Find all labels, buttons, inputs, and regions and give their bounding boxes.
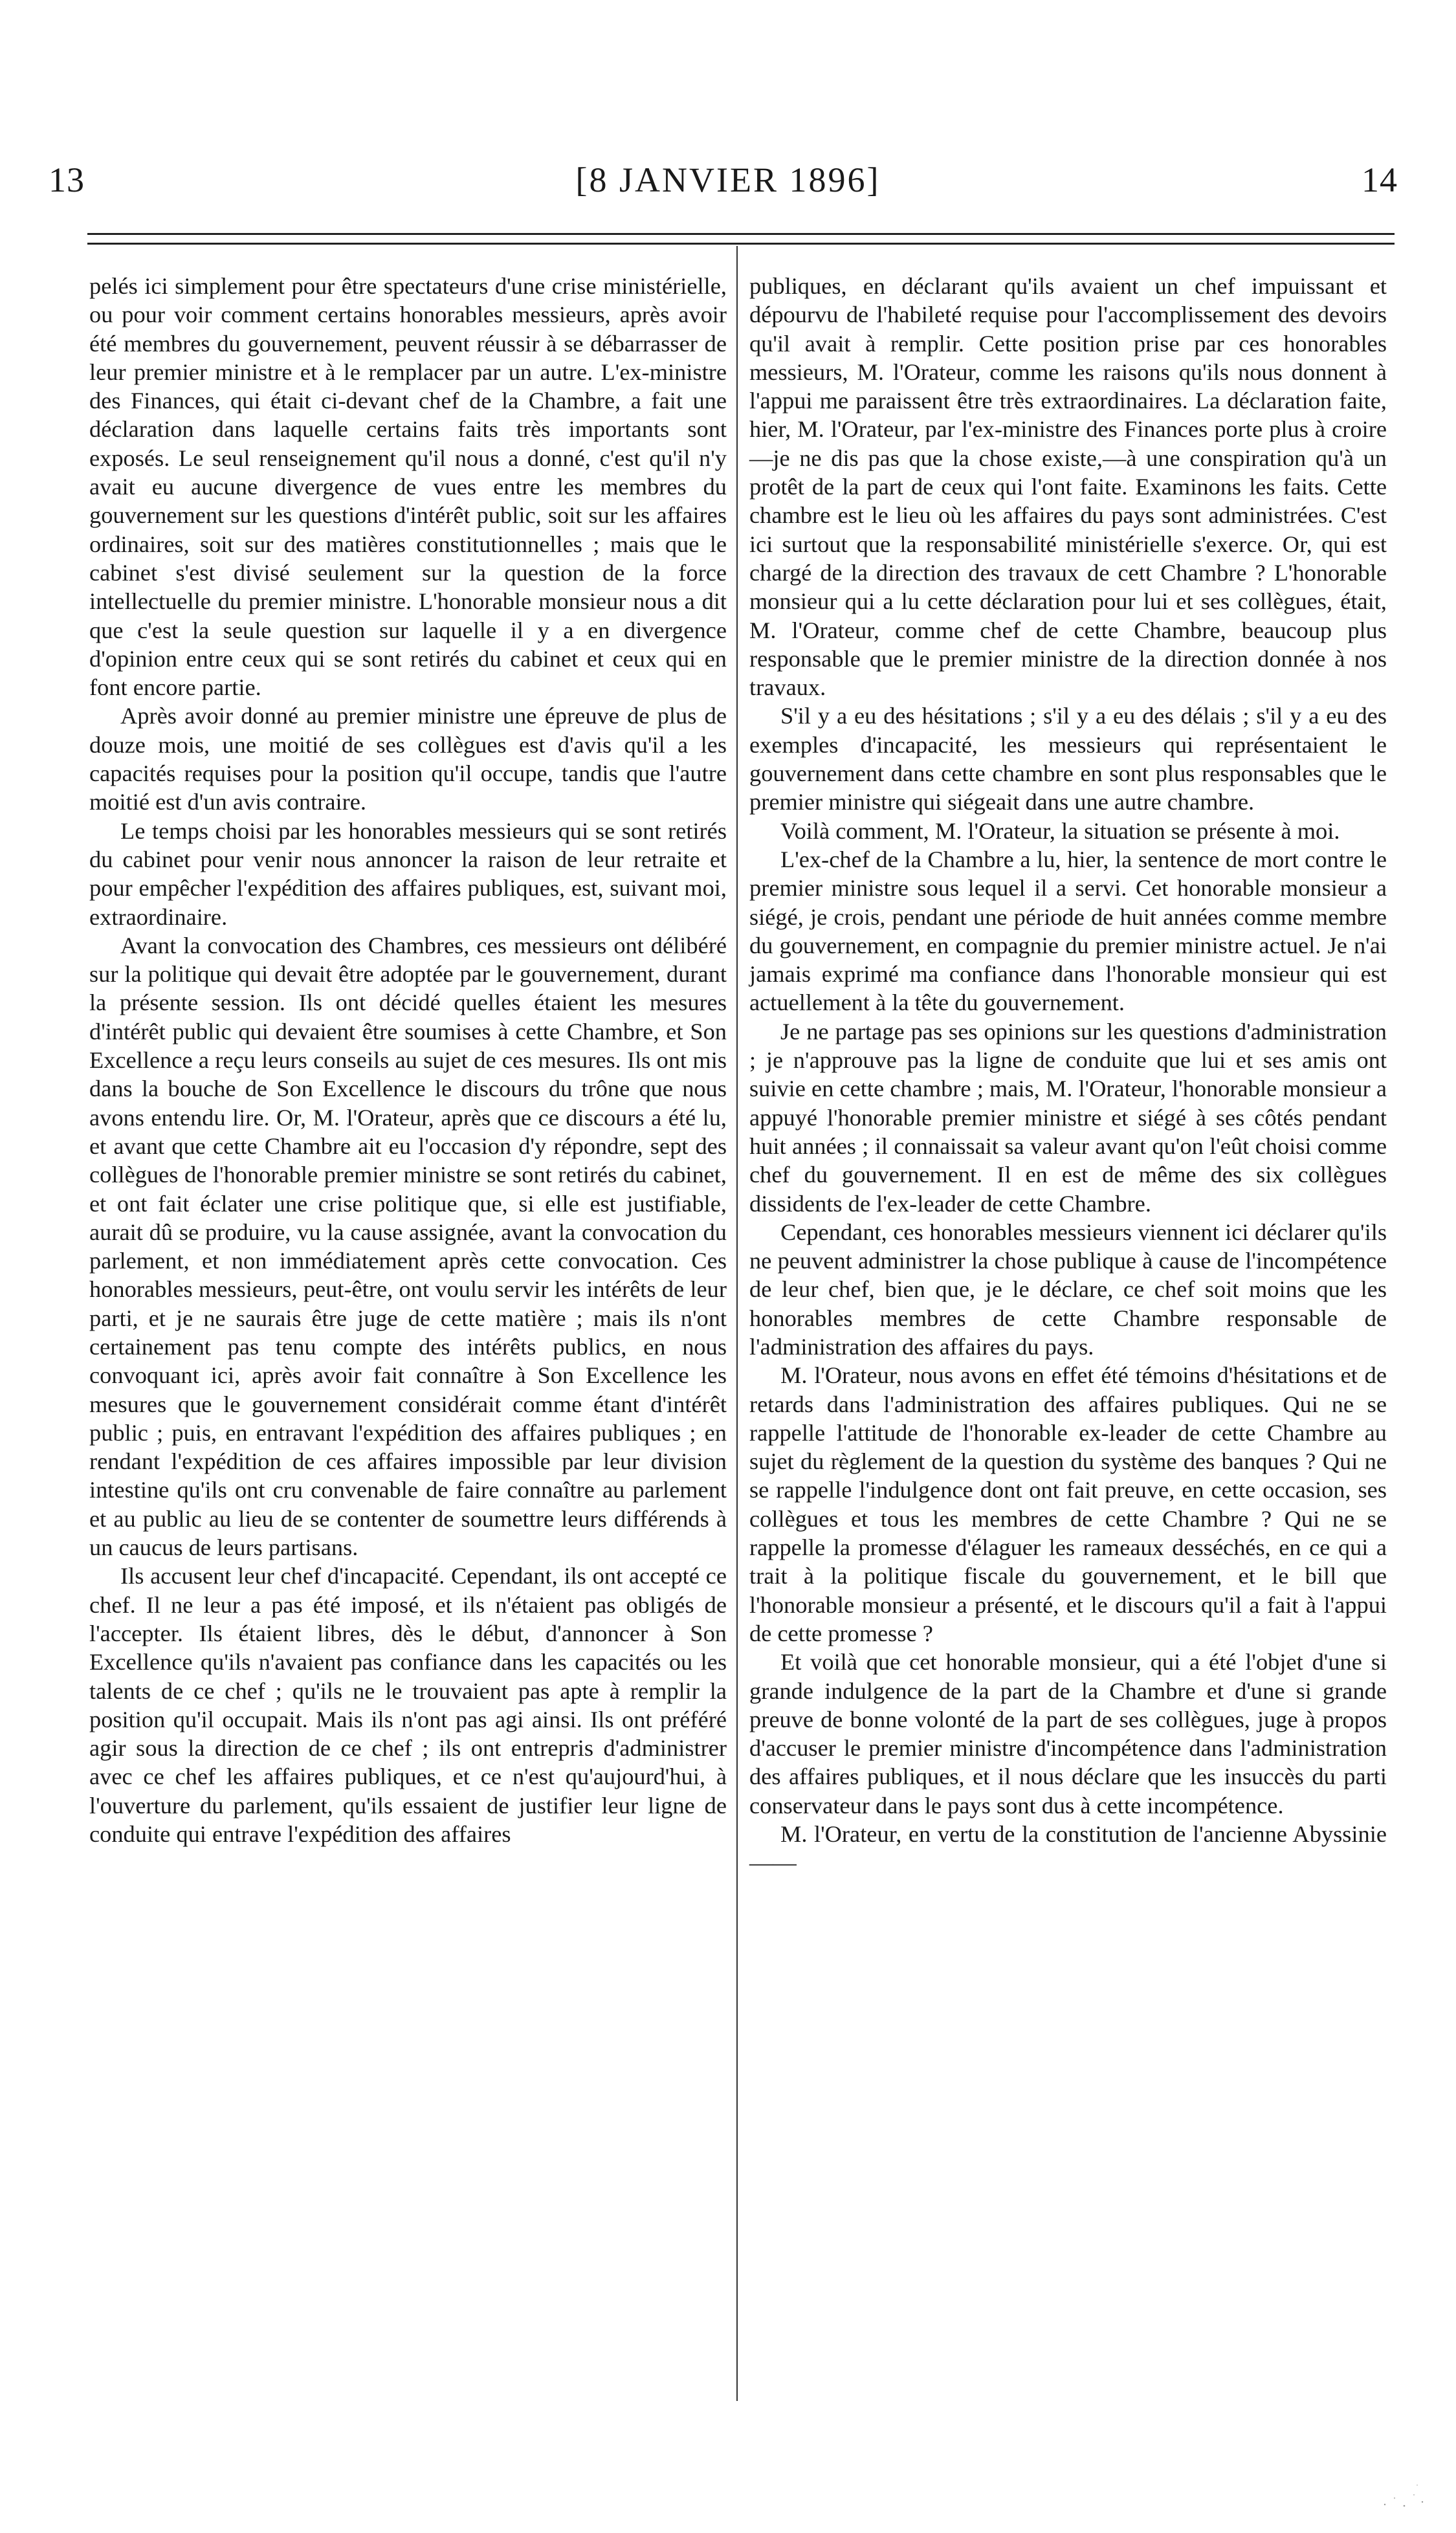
paragraph: Le temps choisi par les honorables messieurs qui se sont retirés du cabinet pour venir nous annoncer la raison de leur retraite et pour empêcher l'expédition des affaires publiques, est, suivant moi, extraordinaire. <box>89 817 727 930</box>
paragraph: M. l'Orateur, nous avons en effet été témoins d'hésitations et de retards dans l'administration des affaires publiques. Qui ne se rappelle l'attitude de l'honorable ex-leader de cette Chambre au sujet du règlement de la question du système des banques ? Qui ne se rappelle l'indulgence dont ont fait preuve, en cette occasion, ses collègues et tous les membres de cette Chambre ? Qui ne se rappelle la promesse d'élaguer les rameaux desséchés, en ce qui a trait à la politique fiscale du gouvernement, et le bill que l'honorable monsieur a présenté, et le discours qu'il a fait à l'appui de cette promesse ? <box>749 1362 1387 1646</box>
column-divider <box>736 246 738 2401</box>
paragraph: publiques, en déclarant qu'ils avaient un chef impuissant et dépourvu de l'habileté requise pour l'accomplissement des devoirs qu'il avait à remplir. Cette position prise par ces honorables messieurs, M. l'Orateur, comme les raisons qu'ils nous donnent à l'appui me paraissent être très extraordinaires. La déclaration faite, hier, M. l'Orateur, par l'ex-ministre des Finances porte plus à croire—je ne dis pas que la chose existe,—à une conspiration qu'à un protêt de la part de ceux qui l'ont faite. Examinons les faits. Cette chambre est le lieu où les affaires du pays sont administrées. C'est ici surtout que la responsabilité ministérielle s'exerce. Or, qui est chargé de la direction des travaux de cett Chambre ? L'honorable monsieur qui a lu cette déclaration pour lui et ses collègues, était, M. l'Orateur, comme chef de cette Chambre, beaucoup plus responsable que le premier ministre de la direction donnée à nos travaux. <box>749 273 1387 701</box>
paragraph: pelés ici simplement pour être spectateurs d'une crise ministérielle, ou pour voir comment certains honorables messieurs, après avoir été membres du gouvernement, peuvent réussir à se débarrasser de leur premier ministre et à le remplacer par un autre. L'ex-ministre des Finances, qui était ci-devant chef de la Chambre, a fait une déclaration dans laquelle certains faits très importants sont exposés. Le seul renseignement qu'il nous a donné, c'est qu'il n'y avait eu aucune divergence de vues entre les membres du gouvernement sur les questions d'intérêt public, soit sur les affaires ordinaires, soit sur des matières constitutionnelles ; mais que le cabinet s'est divisé seulement sur la question de la force intellectuelle du premier ministre. L'honorable monsieur nous a dit que c'est la seule question sur laquelle il y a en divergence d'opinion entre ceux qui se sont retirés du cabinet et ceux qui en font encore partie. <box>89 273 727 701</box>
paragraph: Ils accusent leur chef d'incapacité. Cependant, ils ont accepté ce chef. Il ne leur a pas été imposé, et ils n'étaient pas obligés de l'accepter. Ils étaient libres, dès le début, d'annoncer à Son Excellence qu'ils n'avaient pas confiance dans les capacités ou les talents de ce chef ; qu'ils ne le trouvaient pas apte à remplir la position qu'il occupait. Mais ils n'ont pas agi ainsi. Ils ont préféré agir sous la direction de ce chef ; ils ont entrepris d'administrer avec ce chef les affaires publiques, et ce n'est qu'aujourd'hui, à l'ouverture du parlement, qu'ils essaient de justifier leur ligne de conduite qui entrave l'expédition des affaires <box>89 1563 727 1848</box>
paragraph: Cependant, ces honorables messieurs viennent ici déclarer qu'ils ne peuvent administrer la chose publique à cause de l'incompétence de leur chef, bien que, je le déclare, ce chef soit moins que les honorables membres de cette Chambre responsable de l'administration des affaires du pays. <box>749 1219 1387 1360</box>
paragraph: M. l'Orateur, en vertu de la constitution de l'ancienne Abyssinie—— <box>749 1821 1387 1876</box>
paragraph: Avant la convocation des Chambres, ces messieurs ont délibéré sur la politique qui devait être adoptée par le gouvernement, durant la présente session. Ils ont décidé quelles étaient les mesures d'intérêt public qui devaient être soumises à cette Chambre, et Son Excellence a reçu leurs conseils au sujet de ces mesures. Ils ont mis dans la bouche de Son Excellence le discours du trône que nous avons entendu lire. Or, M. l'Orateur, après que ce discours a été lu, et avant que cette Chambre ait eu l'occasion d'y répondre, sept des collègues de l'honorable premier ministre se sont retirés du cabinet, et ont fait éclater une crise politique que, si elle est justifiable, aurait dû se produire, vu la cause assignée, avant la convocation du parlement, et non immédiatement après cette convocation. Ces honorables messieurs, peut-être, ont voulu servir les intérêts de leur parti, et je ne saurais être juge de cette matière ; mais ils n'ont certainement pas tenu compte des intérêts publics, en nous convoquant ici, après avoir fait connaître à Son Excellence les mesures que le gouvernement considérait comme étant d'intérêt public ; puis, en entravant l'expédition des affaires publiques ; en rendant l'expédition de ces affaires impossible par leur division intestine qu'ils ont cru convenable de faire connaître au parlement et au public au lieu de se contenter de soumettre leurs différends à un caucus de leurs partisans. <box>89 932 727 1561</box>
paragraph: Après avoir donné au premier ministre une épreuve de plus de douze mois, une moitié de ses collègues est d'avis qu'il a les capacités requises pour la position qu'il occupe, tandis que l'autre moitié est d'un avis contraire. <box>89 703 727 815</box>
left-page-number: 13 <box>49 160 85 199</box>
header-rule-bottom <box>87 243 1395 245</box>
left-column <box>89 272 727 1848</box>
header-rule-top <box>87 233 1395 235</box>
paragraph: Je ne partage pas ses opinions sur les questions d'administration ; je n'approuve pas la ligne de conduite que lui et ses amis ont suivie en cette chambre ; mais, M. l'Orateur, l'honorable monsieur a appuyé l'honorable premier ministre et siégé à ses côtés pendant huit années ; il connaissait sa valeur avant qu'on l'eût choisi comme chef du gouvernement. Il en est de même des six collègues dissidents de l'ex-leader de cette Chambre. <box>749 1018 1387 1217</box>
right-page-number: 14 <box>1362 160 1398 199</box>
right-column <box>749 272 1387 1877</box>
page-date-header: [8 JANVIER 1896] <box>575 160 881 199</box>
paragraph: S'il y a eu des hésitations ; s'il y a eu des délais ; s'il y a eu des exemples d'incapacité, les messieurs qui représentaient le gouvernement dans cette chambre en sont plus responsables que le premier ministre qui siégeait dans une autre chambre. <box>749 703 1387 815</box>
paragraph: L'ex-chef de la Chambre a lu, hier, la sentence de mort contre le premier ministre sous lequel il a servi. Cet honorable monsieur a siégé, je crois, pendant une période de huit années comme membre du gouvernement, en compagnie du premier ministre actuel. Je n'ai jamais exprimé ma confiance dans l'honorable monsieur qui est actuellement à la tête du gouvernement. <box>749 846 1387 1016</box>
paragraph: Voilà comment, M. l'Orateur, la situation se présente à moi. <box>780 817 1340 844</box>
paragraph: Et voilà que cet honorable monsieur, qui a été l'objet d'une si grande indulgence de la part de la Chambre et d'une si grande preuve de bonne volonté de la part de ses collègues, juge à propos d'accuser le premier ministre d'incompétence dans l'administration des affaires publiques, et il nous déclare que les insuccès du parti conservateur dans le pays sont dus à cette incompétence. <box>749 1649 1387 1819</box>
print-speckle-marks <box>1378 2459 1430 2511</box>
